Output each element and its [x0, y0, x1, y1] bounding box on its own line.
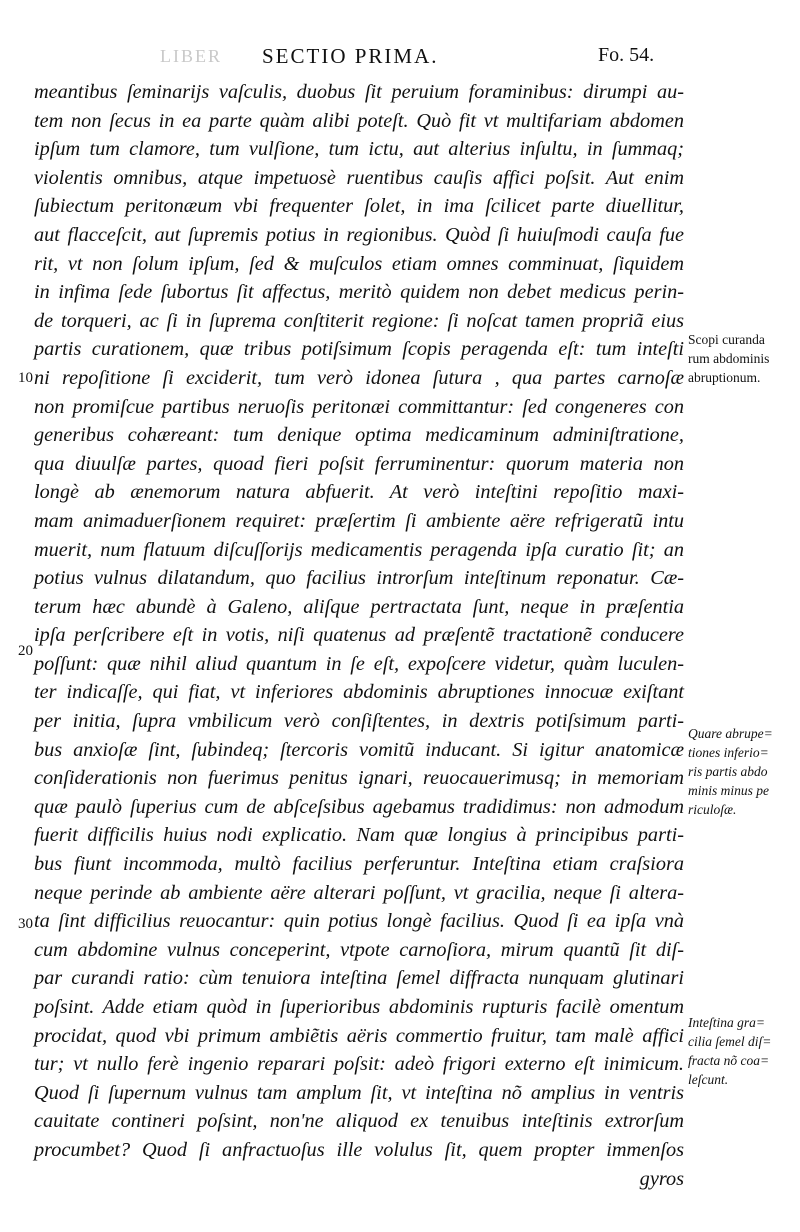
text-line: in infima ſede ſubortus ſit affectus, meritò quidem non debet medicus perin- [34, 281, 684, 304]
margin-note-intestina [688, 1013, 796, 1089]
text-line: conſiderationis non fuerimus penitus ignari, reuocauerimusq; in memoriam [34, 767, 684, 790]
text-line: non promiſcue partibus neruoſis peritonæi committantur: ſed congeneres con [34, 395, 684, 418]
margin-note-quare [688, 724, 796, 819]
text-line: ta ſint difficilius reuocantur: quin potius longè facilius. Quod ſi ea ipſa vnà [34, 910, 684, 933]
catchword: gyros [639, 1167, 684, 1190]
line-number-10: 10 [18, 370, 33, 386]
text-line: tur; vt nullo ferè ingenio reparari poſsit: adeò frigori externo eſt inimicum. [34, 1053, 684, 1076]
text-line: tem non ſecus in ea parte quàm alibi poteſt. Quò fit vt multifariam abdomen [34, 109, 684, 132]
text-line: rit, vt non ſolum ipſum, ſed & muſculos etiam omnes comminuat, ſiquidem [34, 252, 684, 275]
margin-note-line: leſcunt. [688, 1072, 729, 1087]
text-line: poſſunt: quæ nihil aliud quantum in ſe eſt, expoſcere videtur, quàm luculen- [34, 652, 684, 675]
text-line: ni repoſitione ſi exciderit, tum verò idonea ſutura , qua partes carnoſæ [34, 366, 684, 389]
text-line: muerit, num flatuum diſcuſſorijs medicamentis peragenda ipſa curatio ſit; an [34, 538, 684, 561]
margin-note-line: tiones inferio= [688, 745, 769, 760]
text-line: generibus cohæreant: tum denique optima medicaminum adminiſtratione, [34, 424, 684, 447]
text-line: procumbet? Quod ſi anfractuoſus ille volulus ſit, quem propter immenſos [34, 1138, 684, 1161]
text-line: quæ paulò ſuperius cum de abſceſsibus agebamus tradidimus: non admodum [34, 795, 684, 818]
text-line: procidat, quod vbi primum ambiẽtis aëris commertio fruitur, tam malè affici [34, 1024, 684, 1047]
text-line: ter indicaſſe, qui fiat, vt inferiores abdominis abruptiones innocuæ exiſtant [34, 681, 684, 704]
margin-note-line: Inteſtina gra= [688, 1015, 765, 1030]
running-title: SECTIO PRIMA. [262, 44, 439, 68]
text-line: ſubiectum peritonæum vbi frequenter ſolet, in ima ſcilicet parte diuellitur, [34, 195, 684, 218]
margin-note-line: Scopi curanda [688, 332, 765, 347]
text-line: potius vulnus dilatandum, quo facilius introrſum inteſtinum reponatur. Cæ- [34, 567, 684, 590]
text-line: mam animaduerſionem requiret: præſertim ſi ambiente aëre refrigeratũ intu [34, 509, 684, 532]
text-line: bus anxioſæ ſint, ſubindeq; ſtercoris vomitũ inducant. Si igitur anatomicæ [34, 738, 684, 761]
text-line: violentis omnibus, atque impetuosè ruentibus cauſis affici poſsit. Aut enim [34, 166, 684, 189]
margin-note-line: fracta nõ coa= [688, 1053, 770, 1068]
margin-note-line: rum abdominis [688, 351, 770, 366]
text-line: fuerit difficilis huius nodi explicatio. Nam quæ longius à principibus parti- [34, 824, 684, 847]
text-line: qua diuulſæ partes, quoad fieri poſsit ferruminentur: quorum materia non [34, 452, 684, 475]
main-text-block [34, 78, 684, 1193]
margin-note-line: cilia ſemel diſ= [688, 1034, 772, 1049]
folio-number: Fo. 54. [598, 44, 655, 66]
text-line: cauitate contineri poſsint, non'ne aliquod ex tenuibus inteſtinis extrorſum [34, 1110, 684, 1133]
line-number-20: 20 [18, 643, 33, 659]
text-line: par curandi ratio: cùm tenuiora inteſtina ſemel diffracta nunquam glutinari [34, 967, 684, 990]
margin-note-scopi [688, 330, 796, 387]
margin-note-line: abruptionum. [688, 370, 761, 385]
text-line: ipſa perſcribere eſt in votis, niſi quatenus ad præſentẽ tractationẽ conducere [34, 624, 684, 647]
text-line: aut flacceſcit, aut ſupremis potius in regionibus. Quòd ſi huiuſmodi cauſa fue [34, 223, 684, 246]
line-number-30: 30 [18, 916, 33, 932]
text-line: bus fiunt incommoda, multò facilius perferuntur. Inteſtina etiam craſsiora [34, 853, 684, 876]
text-line: Quod ſi ſupernum vulnus tam amplum ſit, vt inteſtina nõ amplius in ventris [34, 1081, 684, 1104]
margin-note-line: Quare abrupe= [688, 726, 773, 741]
text-line: terum hæc abundè à Galeno, aliſque pertractata ſunt, neque in præſentia [34, 595, 684, 618]
text-line: ipſum tum clamore, tum vulſione, tum ictu, aut alterius inſultu, in ſummaq; [34, 138, 684, 161]
text-line: per initia, ſupra vmbilicum verò conſiſtentes, in dextris potiſsimum parti- [34, 710, 684, 733]
text-line: poſsint. Adde etiam quòd in ſuperioribus abdominis rupturis facilè omentum [34, 996, 684, 1018]
text-line: cum abdomine vulnus conceperint, vtpote carnoſiora, mirum quantũ ſit diſ- [34, 938, 684, 961]
margin-note-line: riculoſæ. [688, 802, 737, 817]
text-line: partis curationem, quæ tribus potiſsimum ſcopis peragenda eſt: tum inteſti [34, 338, 684, 361]
text-line: longè ab ænemorum natura abfuerit. At verò inteſtini repoſitio maxi- [34, 481, 684, 504]
bleed-through-text: LIBER [160, 46, 222, 66]
running-header [0, 44, 800, 74]
margin-note-line: minis minus pe [688, 783, 769, 798]
text-line: de torqueri, ac ſi in ſuprema conſtiterit regione: ſi noſcat tamen propriã eius [34, 309, 684, 332]
margin-note-line: ris partis abdo [688, 764, 768, 779]
text-line: meantibus ſeminarijs vaſculis, duobus ſit peruium foraminibus: dirumpi au- [34, 81, 684, 103]
text-line: neque perinde ab ambiente aëre alterari poſſunt, vt gracilia, neque ſi altera- [34, 881, 684, 904]
